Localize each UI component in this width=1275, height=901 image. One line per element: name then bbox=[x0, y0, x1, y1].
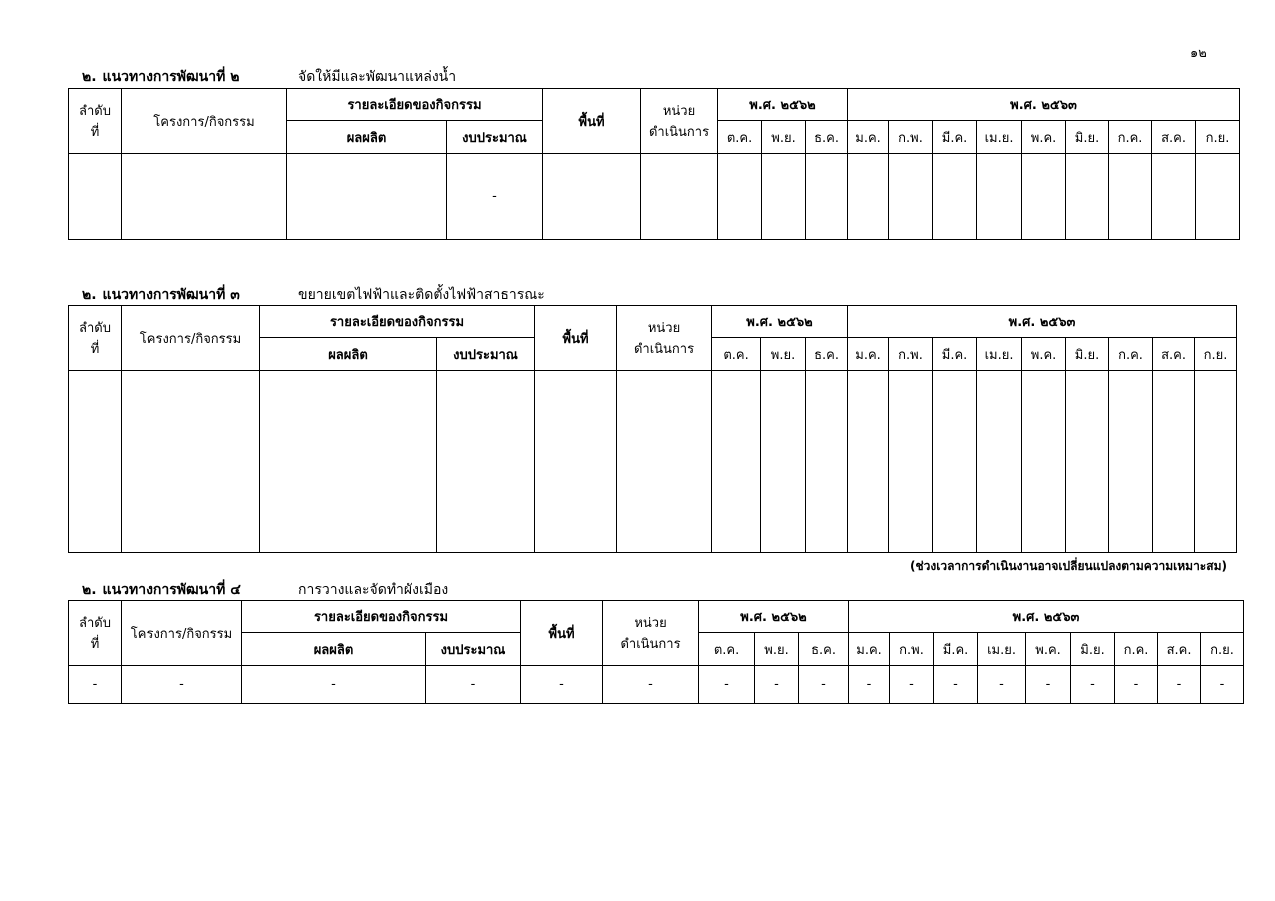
table-cell: - bbox=[978, 666, 1026, 704]
project-header: โครงการ/กิจกรรม bbox=[122, 601, 242, 666]
order-header: ลำดับ ที่ bbox=[69, 306, 122, 371]
table-cell: - bbox=[242, 666, 426, 704]
table-row bbox=[69, 666, 1244, 704]
table-cell bbox=[1066, 154, 1109, 240]
month-header: พ.ค. bbox=[1022, 338, 1066, 371]
table-cell bbox=[641, 154, 718, 240]
plan-table-4 bbox=[68, 600, 1244, 704]
budget-cell: - bbox=[447, 154, 543, 240]
section-title-3 bbox=[82, 284, 545, 306]
table-cell: - bbox=[1115, 666, 1158, 704]
plan-table-2 bbox=[68, 88, 1240, 240]
table-cell bbox=[933, 154, 977, 240]
month-header: ต.ค. bbox=[718, 121, 762, 154]
month-header: ก.พ. bbox=[890, 633, 934, 666]
table-cell: - bbox=[799, 666, 849, 704]
table-cell: - bbox=[1071, 666, 1115, 704]
unit-header: หน่วย ดำเนินการ bbox=[617, 306, 712, 371]
page-number: ๑๒ bbox=[1190, 46, 1207, 61]
month-header: ม.ค. bbox=[848, 338, 889, 371]
table-cell bbox=[806, 371, 848, 553]
section-title-4 bbox=[82, 579, 449, 601]
month-header: พ.ย. bbox=[755, 633, 799, 666]
month-header: ธ.ค. bbox=[806, 338, 848, 371]
section-number: ๒. bbox=[82, 69, 97, 85]
year-2563-header: พ.ศ. ๒๕๖๓ bbox=[848, 89, 1240, 121]
table-cell bbox=[889, 154, 933, 240]
table-cell bbox=[122, 154, 287, 240]
table-row bbox=[69, 371, 1237, 553]
month-header: ก.ย. bbox=[1196, 121, 1240, 154]
month-header: ก.ค. bbox=[1109, 121, 1152, 154]
month-header: เม.ย. bbox=[977, 121, 1022, 154]
table-cell bbox=[69, 154, 122, 240]
budget-header: งบประมาณ bbox=[426, 633, 521, 666]
month-header: ส.ค. bbox=[1152, 121, 1196, 154]
table-cell: - bbox=[934, 666, 978, 704]
table-cell: - bbox=[699, 666, 755, 704]
month-header: ต.ค. bbox=[699, 633, 755, 666]
table-cell bbox=[1022, 154, 1066, 240]
section-title-2 bbox=[82, 66, 457, 88]
area-header: พื้นที่ bbox=[543, 89, 641, 154]
month-header: มี.ค. bbox=[934, 633, 978, 666]
table-row bbox=[69, 154, 1240, 240]
section-number: ๒. bbox=[82, 287, 97, 303]
table-cell bbox=[762, 154, 806, 240]
section-description: ขยายเขตไฟฟ้าและติดตั้งไฟฟ้าสาธารณะ bbox=[298, 287, 545, 303]
month-header: ก.ค. bbox=[1115, 633, 1158, 666]
table-cell bbox=[287, 154, 447, 240]
plan-table-3 bbox=[68, 305, 1237, 553]
month-header: ม.ค. bbox=[848, 121, 889, 154]
table-cell bbox=[535, 371, 617, 553]
month-header: ก.ย. bbox=[1201, 633, 1244, 666]
month-header: ม.ค. bbox=[849, 633, 890, 666]
activity-details-header: รายละเอียดของกิจกรรม bbox=[260, 306, 535, 338]
month-header: ส.ค. bbox=[1153, 338, 1195, 371]
table-cell bbox=[1153, 371, 1195, 553]
month-header: เม.ย. bbox=[977, 338, 1022, 371]
section-description: การวางและจัดทำผังเมือง bbox=[298, 582, 449, 598]
month-header: มิ.ย. bbox=[1071, 633, 1115, 666]
output-header: ผลผลิต bbox=[287, 121, 447, 154]
table-cell bbox=[617, 371, 712, 553]
project-header: โครงการ/กิจกรรม bbox=[122, 89, 287, 154]
table-cell bbox=[977, 154, 1022, 240]
table-cell bbox=[889, 371, 933, 553]
month-header: พ.ค. bbox=[1022, 121, 1066, 154]
month-header: มิ.ย. bbox=[1066, 338, 1109, 371]
table-cell bbox=[848, 371, 889, 553]
section-label: แนวทางการพัฒนาที่ ๒ bbox=[102, 69, 240, 85]
year-2562-header: พ.ศ. ๒๕๖๒ bbox=[712, 306, 848, 338]
month-header: พ.ย. bbox=[762, 121, 806, 154]
table-cell: - bbox=[1026, 666, 1071, 704]
section-description: จัดให้มีและพัฒนาแหล่งน้ำ bbox=[298, 69, 457, 85]
year-2563-header: พ.ศ. ๒๕๖๓ bbox=[849, 601, 1244, 633]
table-cell bbox=[718, 154, 762, 240]
table-cell: - bbox=[603, 666, 699, 704]
table-cell: - bbox=[69, 666, 122, 704]
table-cell: - bbox=[890, 666, 934, 704]
activity-details-header: รายละเอียดของกิจกรรม bbox=[242, 601, 521, 633]
table-cell bbox=[933, 371, 977, 553]
table-cell: - bbox=[122, 666, 242, 704]
month-header: มิ.ย. bbox=[1066, 121, 1109, 154]
table-cell bbox=[122, 371, 260, 553]
table-cell bbox=[1152, 154, 1196, 240]
table-cell: - bbox=[849, 666, 890, 704]
table-cell bbox=[1022, 371, 1066, 553]
month-header: ธ.ค. bbox=[806, 121, 848, 154]
order-header: ลำดับ ที่ bbox=[69, 601, 122, 666]
table-cell: - bbox=[521, 666, 603, 704]
month-header: ธ.ค. bbox=[799, 633, 849, 666]
month-header: มี.ค. bbox=[933, 121, 977, 154]
table-cell bbox=[437, 371, 535, 553]
section-number: ๒. bbox=[82, 582, 97, 598]
table-cell bbox=[977, 371, 1022, 553]
output-header: ผลผลิต bbox=[242, 633, 426, 666]
year-2563-header: พ.ศ. ๒๕๖๓ bbox=[848, 306, 1237, 338]
month-header: เม.ย. bbox=[978, 633, 1026, 666]
month-header: พ.ค. bbox=[1026, 633, 1071, 666]
table-cell bbox=[712, 371, 761, 553]
table-cell bbox=[1196, 154, 1240, 240]
output-header: ผลผลิต bbox=[260, 338, 437, 371]
budget-header: งบประมาณ bbox=[447, 121, 543, 154]
section-label: แนวทางการพัฒนาที่ ๓ bbox=[102, 287, 240, 303]
area-header: พื้นที่ bbox=[521, 601, 603, 666]
order-header: ลำดับ ที่ bbox=[69, 89, 122, 154]
table-cell bbox=[69, 371, 122, 553]
unit-header: หน่วย ดำเนินการ bbox=[603, 601, 699, 666]
month-header: ก.ย. bbox=[1195, 338, 1237, 371]
unit-header: หน่วย ดำเนินการ bbox=[641, 89, 718, 154]
section-label: แนวทางการพัฒนาที่ ๔ bbox=[102, 582, 241, 598]
month-header: ก.ค. bbox=[1109, 338, 1153, 371]
month-header: พ.ย. bbox=[761, 338, 806, 371]
table-cell: - bbox=[1201, 666, 1244, 704]
activity-details-header: รายละเอียดของกิจกรรม bbox=[287, 89, 543, 121]
month-header: ต.ค. bbox=[712, 338, 761, 371]
table-cell bbox=[1195, 371, 1237, 553]
year-2562-header: พ.ศ. ๒๕๖๒ bbox=[699, 601, 849, 633]
table-cell bbox=[1066, 371, 1109, 553]
month-header: มี.ค. bbox=[933, 338, 977, 371]
table-cell bbox=[761, 371, 806, 553]
footnote: (ช่วงเวลาการดำเนินงานอาจเปลี่ยนแปลงตามความเหมาะสม) bbox=[910, 559, 1227, 573]
table-cell: - bbox=[426, 666, 521, 704]
area-header: พื้นที่ bbox=[535, 306, 617, 371]
table-cell bbox=[1109, 371, 1153, 553]
month-header: ส.ค. bbox=[1158, 633, 1201, 666]
table-cell bbox=[806, 154, 848, 240]
table-cell: - bbox=[755, 666, 799, 704]
budget-header: งบประมาณ bbox=[437, 338, 535, 371]
project-header: โครงการ/กิจกรรม bbox=[122, 306, 260, 371]
table-cell bbox=[543, 154, 641, 240]
table-cell: - bbox=[1158, 666, 1201, 704]
month-header: ก.พ. bbox=[889, 121, 933, 154]
month-header: ก.พ. bbox=[889, 338, 933, 371]
table-cell bbox=[260, 371, 437, 553]
table-cell bbox=[1109, 154, 1152, 240]
year-2562-header: พ.ศ. ๒๕๖๒ bbox=[718, 89, 848, 121]
table-cell bbox=[848, 154, 889, 240]
